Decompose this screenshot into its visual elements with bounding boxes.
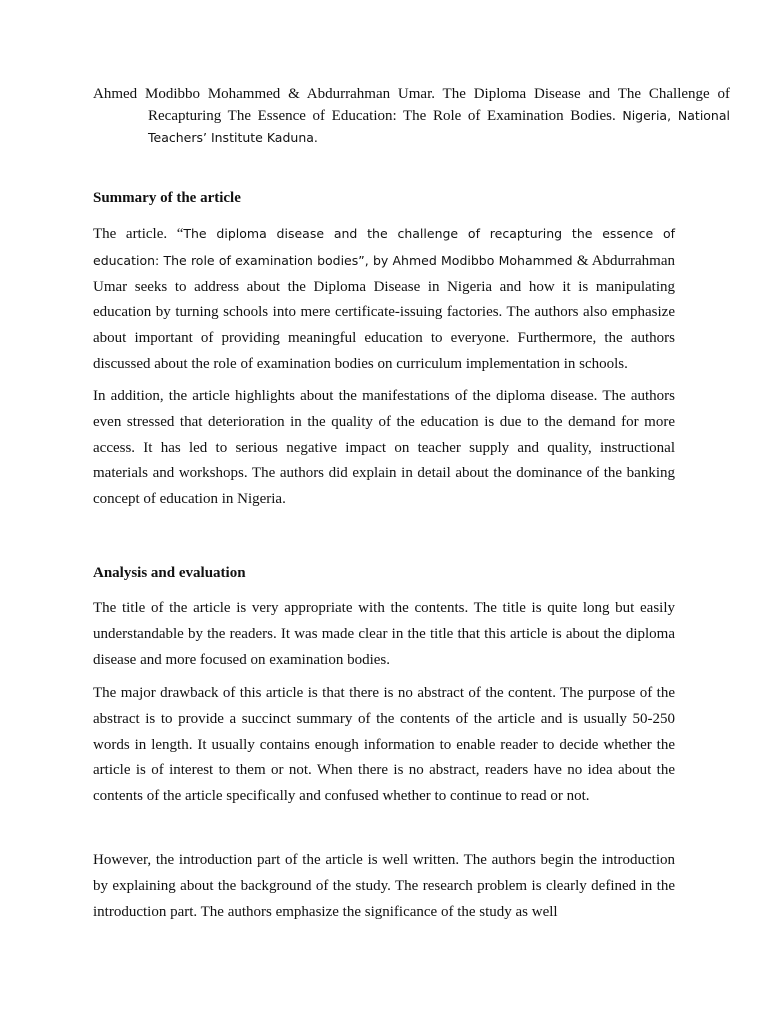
citation <box>93 84 730 149</box>
summary-p1-intro: The article. “ <box>93 226 184 242</box>
summary-paragraph-1 <box>93 221 675 378</box>
citation-main: Ahmed Modibbo Mohammed & Abdurrahman Umar. The Diploma Disease and The Challenge of Recapturing The Essence of Education: The Role of Examination Bodies. <box>93 86 730 124</box>
analysis-heading: Analysis and evaluation <box>93 565 246 581</box>
summary-p1-title: The diploma disease and the challenge of recapturing the essence of education: The role of examination bodies”, by Ahmed Modibbo Mohammed <box>93 226 675 268</box>
analysis-paragraph-2: The major drawback of this article is that there is no abstract of the content. The purpose of the abstract is to provide a succinct summary of the contents of the article and is usually 50-250 words in length. It usually contains enough information to enable reader to decide whether the article is of interest to them or not. When there is no abstract, readers have no idea about the contents of the article specifically and confused whether to continue to read or not. <box>93 685 675 805</box>
analysis-paragraph-3: However, the introduction part of the article is well written. The authors begin the introduction by explaining about the background of the study. The research problem is clearly defined in the introduction part. The authors emphasize the significance of the study as well <box>93 852 675 920</box>
summary-paragraph-2: In addition, the article highlights about the manifestations of the diploma disease. The authors even stressed that deterioration in the quality of the education is due to the demand for more access. It has led to serious negative impact on teacher supply and quality, instructional materials and workshops. The authors did explain in detail about the dominance of the banking concept of education in Nigeria. <box>93 388 675 508</box>
summary-heading: Summary of the article <box>93 190 241 206</box>
citation-publisher: Nigeria, National Teachers’ Institute Kaduna. <box>148 108 730 145</box>
analysis-paragraph-1: The title of the article is very appropriate with the contents. The title is quite long but easily understandable by the readers. It was made clear in the title that this article is about the diploma disease and more focused on examination bodies. <box>93 600 675 668</box>
summary-p1-body: & Abdurrahman Umar seeks to address about the Diploma Disease in Nigeria and how it is manipulating education by turning schools into mere certificate-issuing factories. The authors also emphasize about important of providing meaningful education to everyone. Furthermore, the authors discussed about the role of examination bodies on curriculum implementation in schools. <box>93 252 675 372</box>
